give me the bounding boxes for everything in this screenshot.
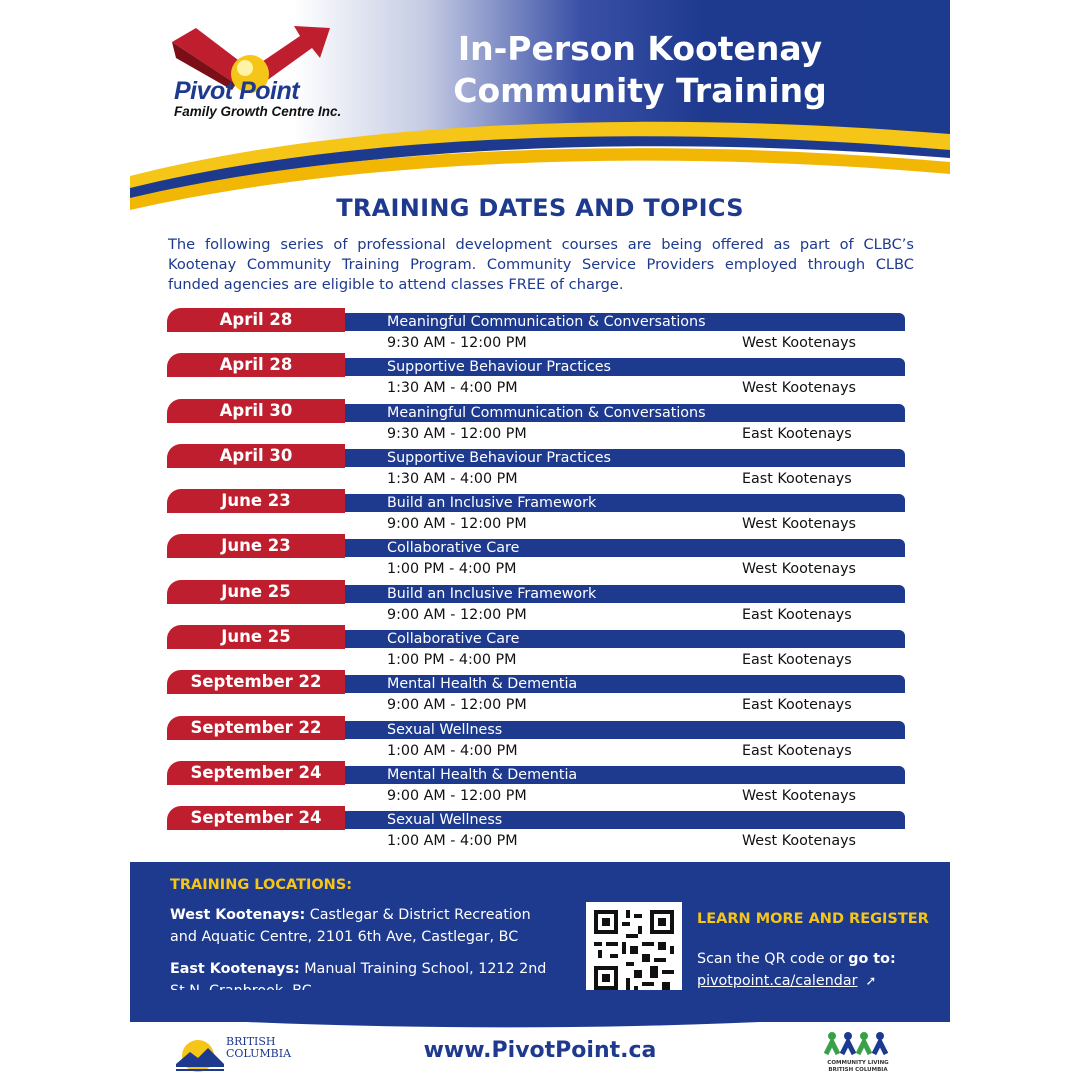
session-date: June 23 [167, 489, 345, 513]
session-time: 1:30 AM - 4:00 PM [387, 470, 518, 487]
session-row [167, 308, 907, 353]
session-topic: Mental Health & Dementia [387, 676, 578, 693]
session-time: 1:30 AM - 4:00 PM [387, 380, 518, 397]
footer-wave-decoration [130, 990, 950, 1030]
training-schedule [167, 308, 907, 852]
session-time: 1:00 AM - 4:00 PM [387, 742, 518, 759]
session-date: April 30 [167, 444, 345, 468]
session-row [167, 534, 907, 579]
session-time: 1:00 AM - 4:00 PM [387, 833, 518, 850]
session-region: West Kootenays [742, 561, 856, 578]
session-region: West Kootenays [742, 787, 856, 804]
session-time: 9:30 AM - 12:00 PM [387, 425, 527, 442]
session-time: 9:30 AM - 12:00 PM [387, 335, 527, 351]
session-time: 9:00 AM - 12:00 PM [387, 606, 527, 623]
register-instructions [697, 948, 896, 993]
session-topic: Supportive Behaviour Practices [387, 449, 611, 466]
brand-logo-text [174, 78, 341, 119]
session-row [167, 670, 907, 715]
brand-subtitle: Family Growth Centre Inc. [174, 104, 342, 119]
session-row [167, 806, 907, 851]
session-time: 1:00 PM - 4:00 PM [387, 561, 517, 578]
session-row [167, 716, 907, 761]
session-region: East Kootenays [742, 606, 852, 623]
west-location-address: Castlegar & District Recreation and Aquatic Centre, 2101 6th Ave, Castlegar, BC [170, 907, 531, 945]
session-topic: Collaborative Care [387, 631, 520, 648]
session-row [167, 399, 907, 444]
go-to-text: go to: [848, 951, 896, 967]
session-time: 9:00 AM - 12:00 PM [387, 697, 527, 714]
session-topic: Meaningful Communication & Conversations [387, 404, 706, 421]
title-line-1: In-Person Kootenay [457, 29, 823, 68]
east-location-label: East Kootenays: [170, 961, 300, 977]
session-date: April 30 [167, 399, 345, 423]
session-row [167, 444, 907, 489]
title-line-2: Community Training [453, 71, 827, 110]
session-region: West Kootenays [742, 335, 856, 351]
session-region: East Kootenays [742, 425, 852, 442]
locations-heading: TRAINING LOCATIONS: [170, 877, 353, 893]
session-region: East Kootenays [742, 470, 852, 487]
session-topic: Build an Inclusive Framework [387, 495, 597, 512]
session-date: September 22 [167, 670, 345, 694]
session-date: September 24 [167, 761, 345, 785]
session-row [167, 625, 907, 670]
scan-text: Scan the QR code or [697, 951, 844, 967]
session-region: West Kootenays [742, 833, 856, 850]
flyer [130, 0, 950, 1080]
page-title [420, 28, 860, 112]
session-topic: Meaningful Communication & Conversations [387, 314, 706, 330]
session-date: April 28 [167, 353, 345, 377]
session-topic: Sexual Wellness [387, 812, 503, 829]
session-region: East Kootenays [742, 697, 852, 714]
register-heading: LEARN MORE AND REGISTER [697, 911, 929, 927]
session-time: 9:00 AM - 12:00 PM [387, 516, 527, 533]
session-row [167, 580, 907, 625]
session-date: June 23 [167, 534, 345, 558]
session-topic: Sexual Wellness [387, 721, 503, 738]
session-row [167, 761, 907, 806]
west-location [170, 904, 550, 948]
cl-line-1: COMMUNITY LIVING [827, 1060, 889, 1066]
session-date: April 28 [167, 308, 345, 332]
session-topic: Mental Health & Dementia [387, 766, 578, 783]
cl-line-2: BRITISH COLUMBIA [828, 1067, 888, 1073]
west-location-label: West Kootenays: [170, 907, 306, 923]
website-url[interactable]: www.PivotPoint.ca [423, 1038, 657, 1063]
session-time: 9:00 AM - 12:00 PM [387, 787, 527, 804]
qr-code[interactable] [586, 902, 682, 998]
session-row [167, 489, 907, 534]
community-living-logo-text [810, 1060, 906, 1074]
session-region: East Kootenays [742, 742, 852, 759]
session-region: West Kootenays [742, 380, 856, 397]
east-location-address: Manual Training School, 1212 2nd [304, 961, 547, 977]
session-date: September 22 [167, 716, 345, 740]
session-time: 1:00 PM - 4:00 PM [387, 652, 517, 669]
session-topic: Collaborative Care [387, 540, 520, 557]
session-date: September 24 [167, 806, 345, 830]
session-region: East Kootenays [742, 652, 852, 669]
session-date: June 25 [167, 625, 345, 649]
section-heading: TRAINING DATES AND TOPICS [336, 194, 744, 222]
intro-paragraph: The following series of professional development courses are being offered as part of CLBC’s Kootenay Community Training Program. Community Service Providers employed through CLBC funded agencies are eligible to attend classes FREE of charge. [168, 236, 914, 293]
session-region: West Kootenays [742, 516, 856, 533]
brand-name: Pivot Point [174, 77, 300, 105]
qr-code-graphic [586, 902, 682, 998]
session-row [167, 353, 907, 398]
calendar-link[interactable]: pivotpoint.ca/calendar [697, 973, 858, 989]
bc-line-2: COLUMBIA [226, 1047, 292, 1060]
session-date: June 25 [167, 580, 345, 604]
session-topic: Supportive Behaviour Practices [387, 359, 611, 376]
bc-line-1: BRITISH [226, 1035, 276, 1048]
external-link-arrow-icon: ➚ [865, 974, 877, 989]
session-topic: Build an Inclusive Framework [387, 585, 597, 602]
